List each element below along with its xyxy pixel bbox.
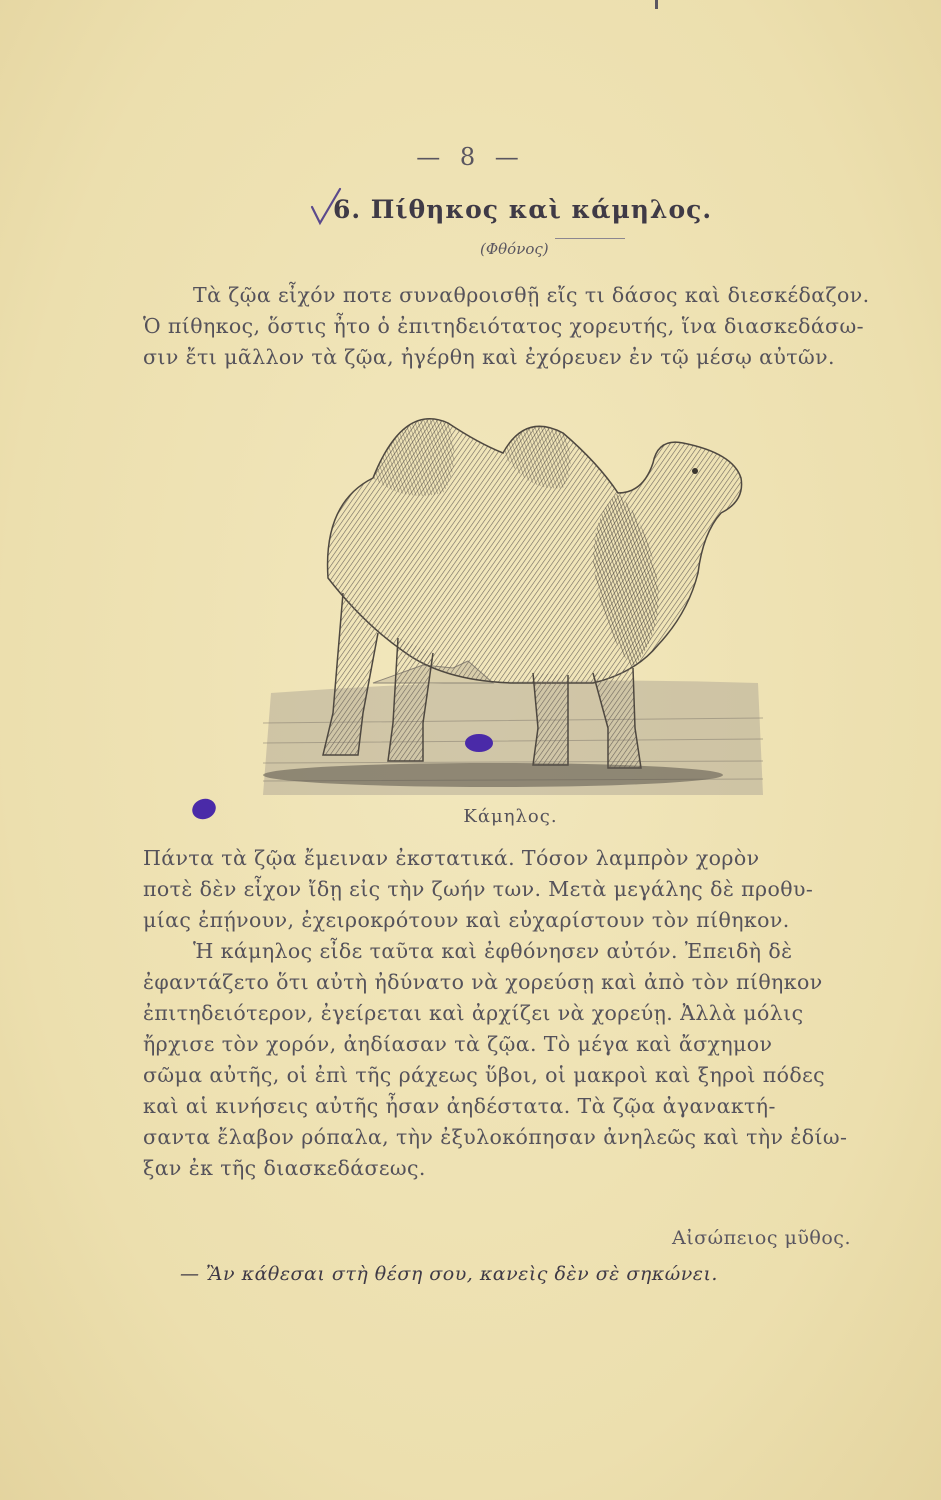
- text-line: Τὰ ζῷα εἶχόν ποτε συναθροισθῇ εἴς τι δάσος καὶ διεσκέδαζον.: [193, 283, 870, 307]
- text-line: ξαν ἐκ τῆς διασκεδάσεως.: [143, 1156, 426, 1180]
- title-underline: [555, 238, 625, 239]
- fable-moral: — Ἂν κάθεσαι στὴ θέση σου, κανεὶς δὲν σὲ σηκώνει.: [180, 1263, 718, 1285]
- page-number: — 8 —: [416, 143, 525, 171]
- violet-ink-blot: [465, 734, 493, 752]
- fable-attribution: Αἰσώπειος μῦθος.: [672, 1227, 851, 1249]
- fable-title: 6. Πίθηκος καὶ κάμηλος.: [333, 195, 713, 224]
- figure-caption: Κάμηλος.: [463, 806, 558, 827]
- text-line: καὶ αἱ κινήσεις αὐτῆς ἦσαν ἀηδέστατα. Τὰ ζῷα ἀγανακτή-: [143, 1094, 776, 1118]
- text-line: ἐπιτηδειότερον, ἐγείρεται καὶ ἀρχίζει νὰ χορεύῃ. Ἀλλὰ μόλις: [143, 1001, 804, 1025]
- fable-title-row: [300, 193, 760, 233]
- text-line: ἤρχισε τὸν χορόν, ἀηδίασαν τὰ ζῷα. Τὸ μέγα καὶ ἄσχημον: [143, 1032, 773, 1056]
- paragraph-2: [143, 843, 878, 1184]
- text-line: μίας ἐπῄνουν, ἐχειροκρότουν καὶ εὐχαρίστουν τὸν πίθηκον.: [143, 908, 790, 932]
- text-line: σαντα ἔλαβον ρόπαλα, τὴν ἐξυλοκόπησαν ἀνηλεῶς καὶ τὴν ἐδίω-: [143, 1125, 848, 1149]
- text-line: Πάντα τὰ ζῷα ἔμειναν ἐκστατικά. Τόσον λαμπρὸν χορὸν: [143, 846, 760, 870]
- text-line: σῶμα αὐτῆς, οἱ ἐπὶ τῆς ράχεως ὕβοι, οἱ μακροὶ καὶ ξηροὶ πόδες: [143, 1063, 825, 1087]
- text-line: ἐφαντάζετο ὅτι αὐτὴ ἠδύνατο νὰ χορεύσῃ καὶ ἀπὸ τὸν πίθηκον: [143, 970, 823, 994]
- paragraph-1: [143, 280, 878, 373]
- text-line: ποτὲ δὲν εἶχον ἴδῃ εἰς τὴν ζωήν των. Μετὰ μεγάλης δὲ προθυ-: [143, 877, 814, 901]
- margin-mark: [655, 0, 658, 9]
- text-line: Ὁ πίθηκος, ὅστις ἦτο ὁ ἐπιτηδειότατος χορευτής, ἵνα διασκεδάσω-: [143, 314, 864, 338]
- fable-subtitle: (Φθόνος): [480, 240, 549, 258]
- text-line: σιν ἔτι μᾶλλον τὰ ζῷα, ἠγέρθη καὶ ἐχόρευεν ἐν τῷ μέσῳ αὐτῶν.: [143, 345, 835, 369]
- camel-engraving: [263, 383, 763, 798]
- text-line: Ἡ κάμηλος εἶδε ταῦτα καὶ ἐφθόνησεν αὐτόν. Ἐπειδὴ δὲ: [193, 939, 793, 963]
